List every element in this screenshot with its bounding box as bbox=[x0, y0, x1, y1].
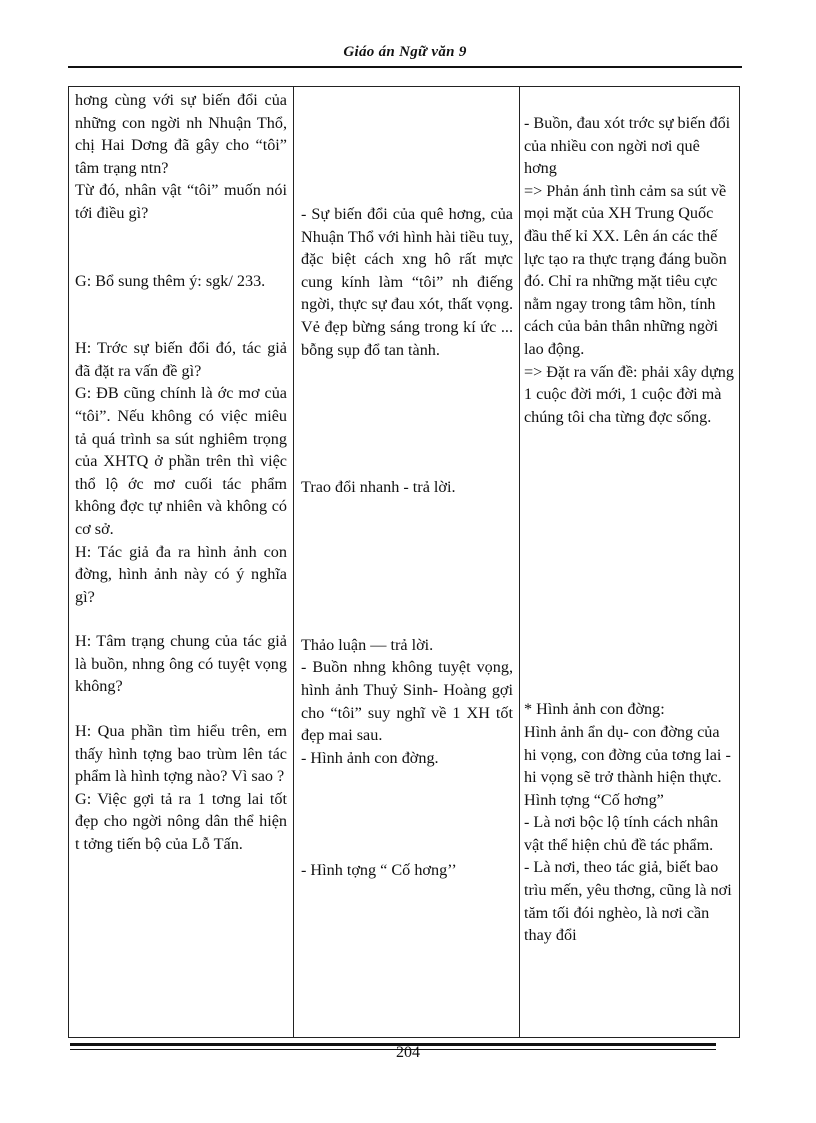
content-text: Hình tợng “Cố hơng” bbox=[524, 790, 664, 809]
header-rule bbox=[68, 66, 742, 68]
content-text: - Là nơi, theo tác giả, biết bao trìu mến, yêu thơng, cũng là nơi tăm tối đói nghèo, là nơi cần thay đổi bbox=[524, 858, 732, 945]
content-text: - Là nơi bộc lộ tính cách nhân vật thể hiện chủ đề tác phẩm. bbox=[524, 813, 719, 854]
content-text: - Buồn, đau xót trớc sự biến đổi của nhiều con ngời nơi quê hơng bbox=[524, 114, 731, 178]
content-text: => Phản ánh tình cảm sa sút về mọi mặt của XH Trung Quốc đầu thế kỉ XX. Lên án các thế lực tạo ra thực trạng đáng buồn đó. Chỉ ra những mặt tiêu cực nằm ngay trong tâm hồn, tính cách của bản thân những ngời lao động. bbox=[524, 181, 727, 358]
teacher-note: G: Việc gợi tả ra 1 tơng lai tốt đẹp cho ngời nông dân thể hiện t tởng tiến bộ của Lỗ Tấn. bbox=[75, 789, 287, 854]
answer-text: - Hình tợng “ Cố hơng’’ bbox=[301, 861, 457, 880]
question-text: H: Qua phần tìm hiểu trên, em thấy hình tợng bao trùm lên tác phẩm là hình tợng nào? Vì sao ? bbox=[75, 722, 287, 786]
answer-text: - Hình ảnh con đờng. bbox=[301, 748, 439, 767]
question-text: hơng cùng với sự biến đổi của những con ngời nh Nhuận Thổ, chị Hai Dơng đã gây cho “tôi” tâm trạng ntn? bbox=[75, 91, 287, 177]
question-text: H: Tác giả đa ra hình ảnh con đờng, hình ảnh này có ý nghĩa gì? bbox=[75, 542, 287, 606]
answer-text: Trao đổi nhanh - trả lời. bbox=[301, 478, 456, 497]
question-text: H: Trớc sự biến đổi đó, tác giả đã đặt ra vấn đề gì? bbox=[75, 339, 287, 380]
content-text: Hình ảnh ẩn dụ- con đờng của hi vọng, con đờng của tơng lai - hi vọng sẽ trở thành hiện thực. bbox=[524, 722, 731, 787]
answer-text: - Sự biến đổi của quê hơng, của Nhuận Thổ với hình hài tiều tuỵ, đặc biệt cách xng hô rất mực cung kính làm “tôi” nh điếng ngời, thực sự đau xót, thất vọng. Vẻ đẹp bừng sáng trong kí ức ... bỗng sụp đổ tan tành. bbox=[301, 205, 513, 359]
content-column bbox=[524, 87, 736, 947]
answer-text: - Buồn nhng không tuyệt vọng, hình ảnh Thuỷ Sinh- Hoàng gợi cho “tôi” suy nghĩ về 1 XH tốt đẹp mai sau. bbox=[301, 658, 513, 745]
column-divider bbox=[519, 87, 520, 1037]
question-text: Từ đó, nhân vật “tôi” muốn nói tới điều gì? bbox=[75, 181, 287, 222]
teacher-note: G: ĐB cũng chính là ớc mơ của “tôi”. Nếu không có việc miêu tả quá trình sa sút nghiêm trọng của XHTQ ở phần trên thì việc thổ lộ ớc mơ cuối tác phẩm không đợc tự nhiên và không có cơ sở. bbox=[75, 384, 287, 538]
teacher-note: G: Bổ sung thêm ý: sgk/ 233. bbox=[75, 271, 266, 290]
page-number: 204 bbox=[396, 1044, 420, 1061]
column-divider bbox=[293, 87, 294, 1037]
answer-text: Thảo luận — trả lời. bbox=[301, 635, 434, 654]
content-text: * Hình ảnh con đờng: bbox=[524, 700, 665, 719]
student-activity-column bbox=[301, 87, 513, 882]
content-text: => Đặt ra vấn đề: phải xây dựng 1 cuộc đời mới, 1 cuộc đời mà chúng tôi cha từng đợc sống. bbox=[524, 362, 734, 426]
teacher-activity-column bbox=[75, 87, 287, 856]
page-header-title: Giáo án Ngữ văn 9 bbox=[343, 44, 467, 60]
lesson-table bbox=[68, 86, 740, 1038]
question-text: H: Tâm trạng chung của tác giả là buồn, nhng ông có tuyệt vọng không? bbox=[75, 632, 287, 696]
